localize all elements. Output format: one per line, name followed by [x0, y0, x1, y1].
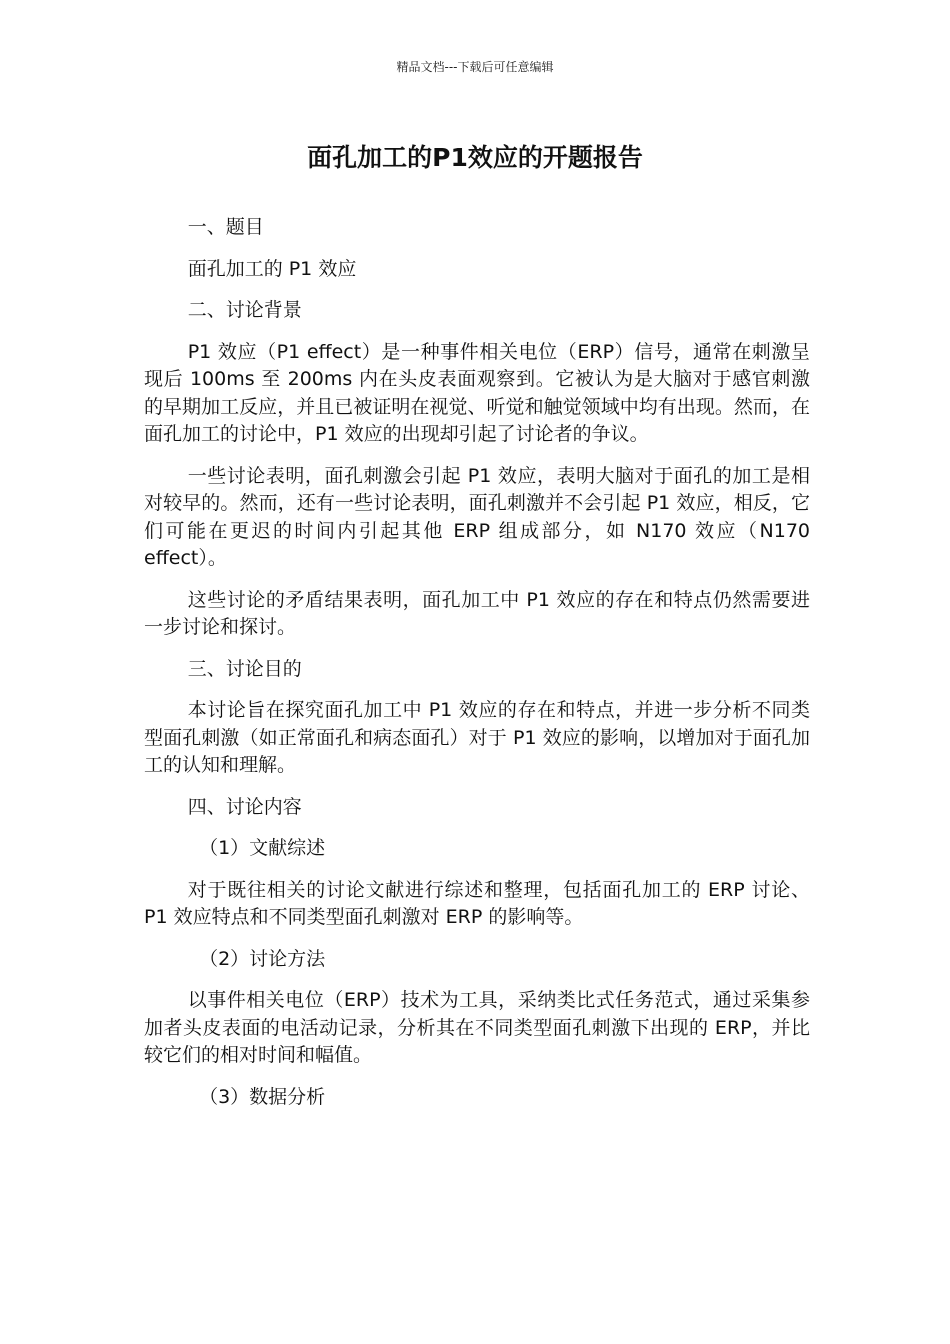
- document-body: [144, 214, 810, 1125]
- paragraph: P1 效应（P1 effect）是一种事件相关电位（ERP）信号，通常在刺激呈现后 100ms 至 200ms 内在头皮表面观察到。它被认为是大脑对于感官刺激的早期加工反应，并且已被证明在视觉、听觉和触觉领域中均有出现。然而，在面孔加工的讨论中，P1 效应的出现却引起了讨论者的争议。: [144, 340, 810, 445]
- paragraph: 本讨论旨在探究面孔加工中 P1 效应的存在和特点，并进一步分析不同类型面孔刺激（如正常面孔和病态面孔）对于 P1 效应的影响，以增加对于面孔加工的认知和理解。: [144, 699, 810, 776]
- paragraph: 这些讨论的矛盾结果表明，面孔加工中 P1 效应的存在和特点仍然需要进一步讨论和探讨。: [144, 588, 810, 638]
- header-note: 精品文档---下载后可任意编辑: [396, 60, 554, 74]
- section-heading-content: 四、讨论内容: [187, 795, 302, 818]
- subheading-data-analysis: （3）数据分析: [199, 1085, 326, 1108]
- paragraph: 对于既往相关的讨论文献进行综述和整理，包括面孔加工的 ERP 讨论、P1 效应特点和不同类型面孔刺激对 ERP 的影响等。: [144, 878, 810, 928]
- section-heading-purpose: 三、讨论目的: [187, 657, 302, 680]
- section-heading-background: 二、讨论背景: [187, 299, 302, 321]
- topic-text: 面孔加工的 P1 效应: [187, 257, 357, 280]
- paragraph: 一些讨论表明，面孔刺激会引起 P1 效应，表明大脑对于面孔的加工是相对较早的。然而，还有一些讨论表明，面孔刺激并不会引起 P1 效应，相反，它们可能在更迟的时间内引起其他 ERP 组成部分，如 N170 效应（N170 effect）。: [144, 464, 810, 569]
- subheading-literature-review: （1）文献综述: [199, 837, 326, 859]
- section-heading-topic: 一、题目: [187, 216, 264, 238]
- paragraph: 以事件相关电位（ERP）技术为工具，采纳类比式任务范式，通过采集参加者头皮表面的电活动记录，分析其在不同类型面孔刺激下出现的 ERP，并比较它们的相对时间和幅值。: [144, 989, 810, 1066]
- document-title: 面孔加工的P1效应的开题报告: [307, 143, 643, 172]
- subheading-method: （2）讨论方法: [199, 947, 326, 970]
